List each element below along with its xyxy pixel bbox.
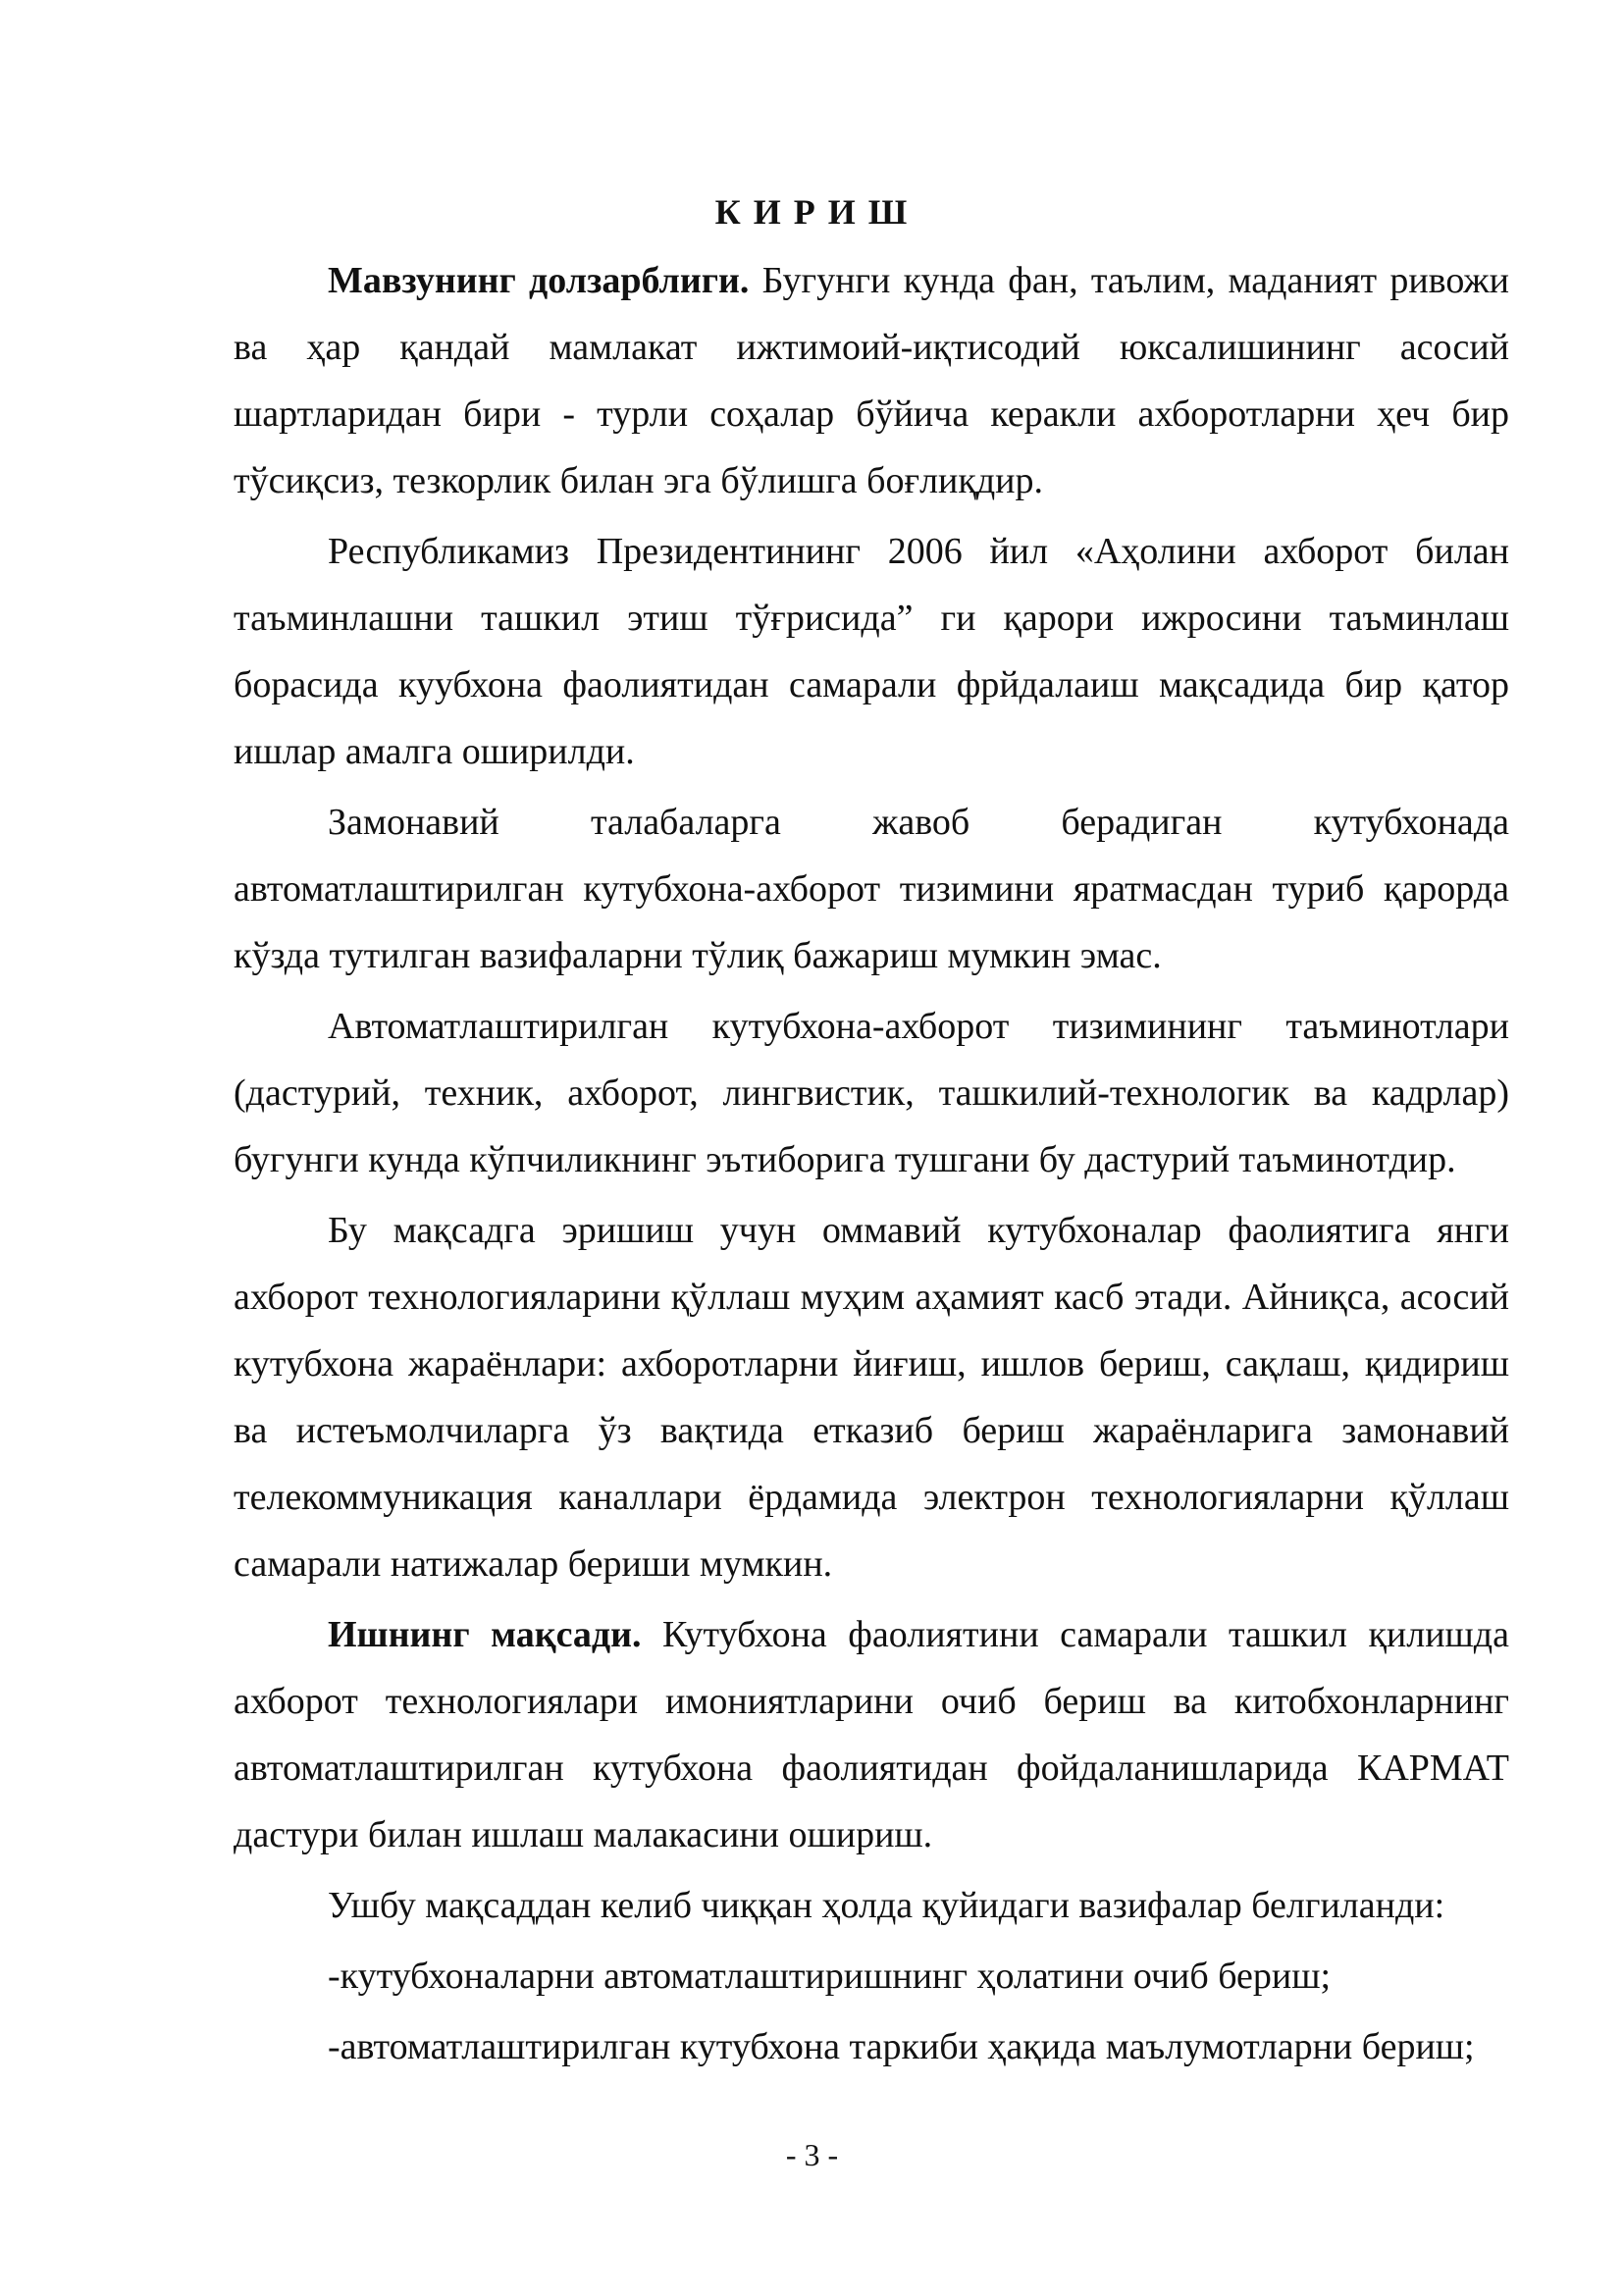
section-title: К И Р И Ш <box>714 192 910 232</box>
paragraph-text: -автоматлаштирилган кутубхона таркиби ҳақида маълумотларни бериш; <box>328 2026 1475 2067</box>
paragraph-goal <box>234 1601 1509 1868</box>
paragraph-text: Бу мақсадга эришиш учун оммавий кутубхоналар фаолиятига янги ахборот технологияларини қўллаш муҳим аҳамият касб этади. Айниқса, асосий кутубхона жараёнлари: ахборотларни йиғиш, ишлов бериш, сақлаш, қидириш ва истеъмолчиларга ўз вақтида етказиб бериш жараёнларига замонавий телекоммуникация каналлари ёрдамида электрон технологияларни қўллаш самарали натижалар бериши мумкин. <box>234 1210 1509 1585</box>
paragraph <box>234 1872 1509 1939</box>
paragraph-text: Автоматлаштирилган кутубхона-ахборот тизимининг таъминотлари (дастурий, техник, ахборот, лингвистик, ташкилий-технологик ва кадрлар) бугунги кунда кўпчиликнинг эътиборига тушгани бу дастурий таъминотдир. <box>234 1006 1509 1180</box>
paragraph <box>234 518 1509 785</box>
paragraph-text: Замонавий талабаларга жавоб берадиган кутубхонада автоматлаштирилган кутубхона-ахборот тизимини яратмасдан туриб қарорда кўзда тутилган вазифаларни тўлиқ бажариш мумкин эмас. <box>234 802 1509 976</box>
paragraph-text: Бугунги кунда фан, таълим, маданият ривожи ва ҳар қандай мамлакат ижтимоий-иқтисодий юксалишининг асосий шартларидан бири - турли соҳалар бўйича керакли ахборотларни ҳеч бир тўсиқсиз, тезкорлик билан эга бўлишга боғлиқдир. <box>234 260 1509 501</box>
paragraph-lead: Мавзунинг долзарблиги. <box>328 260 750 301</box>
list-item <box>234 2013 1509 2080</box>
body-text <box>234 247 1509 2080</box>
paragraph <box>234 1197 1509 1597</box>
paragraph-text: Кутубхона фаолиятини самарали ташкил қилишда ахборот технологиялари имониятларини очиб бериш ва китобхонларнинг автоматлаштирилган кутубхона фаолиятидан фойдаланишларида КАРМАТ дастури билан ишлаш малакасини ошириш. <box>234 1614 1509 1855</box>
paragraph-text: Республикамиз Президентининг 2006 йил «Аҳолини ахборот билан таъминлашни ташкил этиш тўғрисида” ги қарори ижросини таъминлаш борасида куубхона фаолиятидан самарали фрйдалаиш мақсадида бир қатор ишлар амалга оширилди. <box>234 531 1509 772</box>
paragraph <box>234 789 1509 989</box>
paragraph-relevance <box>234 247 1509 514</box>
paragraph-lead: Ишнинг мақсади. <box>328 1614 642 1655</box>
paragraph-text: Ушбу мақсаддан келиб чиққан ҳолда қуйидаги вазифалар белгиланди: <box>328 1885 1445 1926</box>
page-number: - 3 - <box>785 2137 839 2172</box>
paragraph-text: -кутубхоналарни автоматлаштиришнинг ҳолатини очиб бериш; <box>328 1956 1332 1997</box>
paragraph <box>234 993 1509 1193</box>
list-item <box>234 1943 1509 2009</box>
